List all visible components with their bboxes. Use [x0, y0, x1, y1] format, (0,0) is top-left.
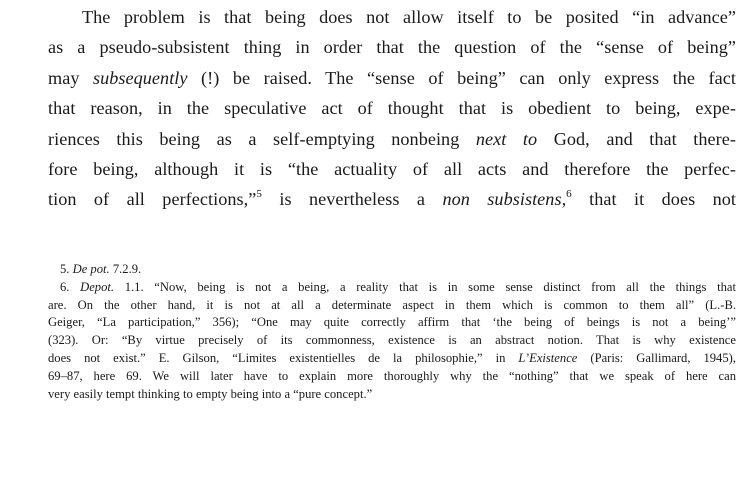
emphasis: subsequently [92, 67, 188, 88]
footnote-marker-6[interactable]: 6 [566, 188, 572, 201]
paragraph-line: may subsequently (!) be raised. The “sense of being” can only express the fact [48, 67, 736, 88]
paragraph-line: as a pseudo-subsistent thing in order that the question of the “sense of being” [48, 37, 736, 58]
paragraph-line: fore being, although it is “the actuality of all acts and therefore the perfec- [48, 159, 736, 180]
footnote-5: 5. De pot. 7.2.9. [60, 262, 142, 276]
paragraph-line: riences this being as a self-emptying nonbeing next to God, and that there- [48, 128, 736, 149]
emphasis: non subsistens, [442, 189, 567, 210]
paragraph-line: that reason, in the speculative act of thought that is obedient to being, expe- [48, 98, 736, 119]
footnote-6-line: does not exist.” E. Gilson, “Limites existentielles de la philosophie,” in L’Existence (Paris: Gallimard, 1945), [48, 350, 736, 365]
footnotes [48, 261, 736, 403]
main-paragraph [48, 2, 736, 215]
footnote-6-line: Geiger, “La participation,” 356); “One may quite correctly affirm that ‘the being of beings is not a being’” [48, 315, 736, 330]
footnote-marker-5[interactable]: 5 [256, 188, 262, 201]
footnote-6-line: are. On the other hand, it is not at all a determinate aspect in them which is common to them all” (L.-B. [48, 297, 736, 312]
footnote-6-line: very easily tempt thinking to empty being into a “pure concept.” [48, 386, 373, 401]
emphasis: next to [475, 128, 538, 149]
footnote-6-line: 6. Depot. 1.1. “Now, being is not a being, a reality that is in some sense distinct from all the things that [60, 279, 736, 294]
footnote-6-line: 69–87, here 69. We will later have to explain more thoroughly why the “nothing” that we speak of here can [48, 368, 736, 383]
paragraph-line: The problem is that being does not allow itself to be posited “in advance” [82, 7, 736, 27]
paragraph-line: tion of all perfections,”$^5$ is nevertheless a non subsistens,$^6$ that it does not [48, 188, 736, 210]
footnote-6-line: (323). Or: “By virtue precisely of its commonness, existence is an abstract notion. That is why existence [48, 333, 736, 348]
emphasis: L’Existence [518, 350, 578, 365]
